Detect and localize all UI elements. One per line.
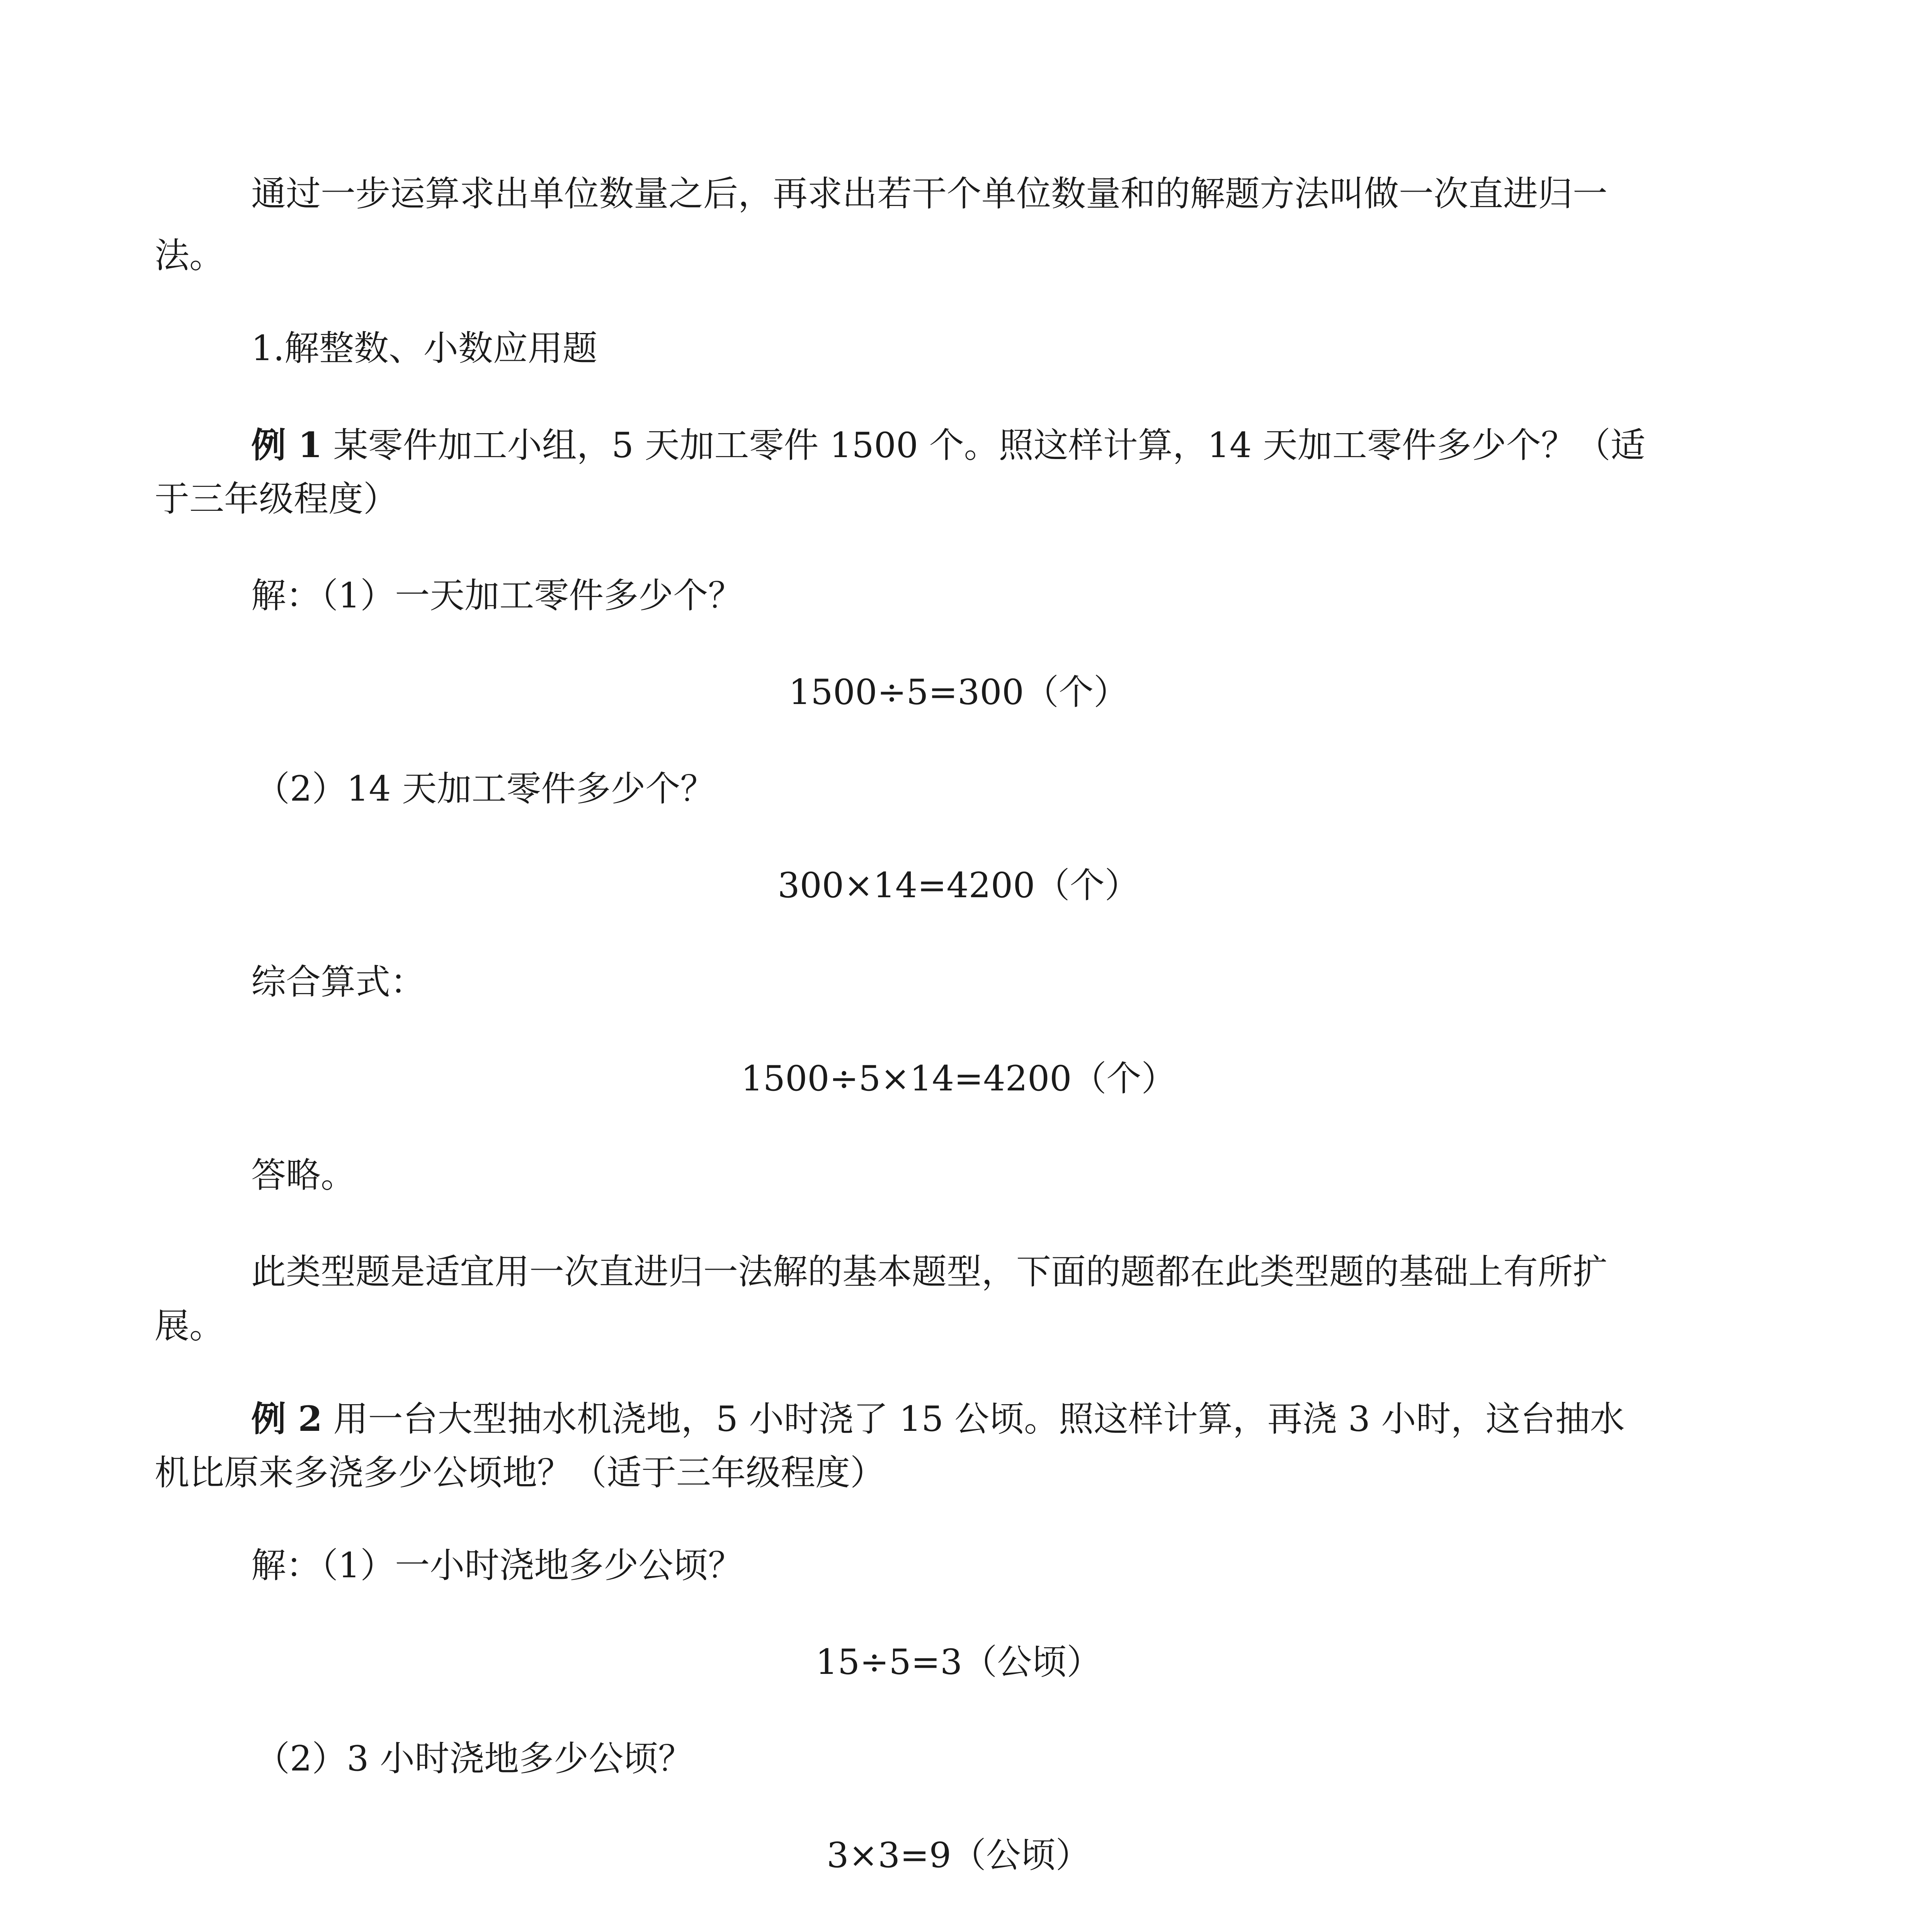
- example-2-label: 例 2: [251, 1398, 322, 1439]
- example-2-combined-label: [251, 1928, 425, 1932]
- note-line-2: 展。: [155, 1306, 224, 1346]
- section-title: 1.解整数、小数应用题: [251, 328, 597, 369]
- example-1-combined-equation: 1500÷5×14=4200（个）: [741, 1058, 1176, 1099]
- note-line-1: 此类型题是适宜用一次直进归一法解的基本题型，下面的题都在此类型题的基础上有所扩: [251, 1252, 1607, 1292]
- example-1-answer: 答略。: [251, 1155, 356, 1196]
- example-1-equation-2: 300×14=4200（个）: [777, 865, 1140, 906]
- example-1-text-1: 某零件加工小组，5 天加工零件 1500 个。照这样计算，14 天加工零件多少个？（适: [322, 425, 1645, 466]
- example-1-line-1: [251, 421, 1645, 469]
- example-2-text-1: 用一台大型抽水机浇地，5 小时浇了 15 公顷。照这样计算，再浇 3 小时，这台抽水: [322, 1399, 1625, 1439]
- example-2-line-2: 机比原来多浇多少公顷地？（适于三年级程度）: [155, 1452, 885, 1493]
- intro-line-1: 通过一步运算求出单位数量之后，再求出若干个单位数量和的解题方法叫做一次直进归一: [251, 173, 1607, 214]
- example-2-line-1: [251, 1395, 1625, 1443]
- intro-line-2: 法。: [155, 235, 224, 276]
- example-1-line-2: 于三年级程度）: [155, 479, 398, 519]
- example-2-solution-step-1: 解：（1）一小时浇地多少公顷？: [251, 1545, 743, 1586]
- example-1-combined-label: 综合算式：: [251, 962, 425, 1002]
- example-2-equation-1: 15÷5=3（公顷）: [815, 1642, 1102, 1682]
- example-1-solution-step-1: 解：（1）一天加工零件多少个？: [251, 575, 743, 616]
- example-2-equation-2: 3×3=9（公顷）: [827, 1835, 1090, 1876]
- example-1-solution-step-2: （2）14 天加工零件多少个？: [255, 769, 715, 809]
- example-1-label: 例 1: [251, 425, 322, 466]
- example-2-solution-step-2: （2）3 小时浇地多少公顷？: [255, 1738, 693, 1779]
- example-1-equation-1: 1500÷5=300（个）: [789, 672, 1128, 713]
